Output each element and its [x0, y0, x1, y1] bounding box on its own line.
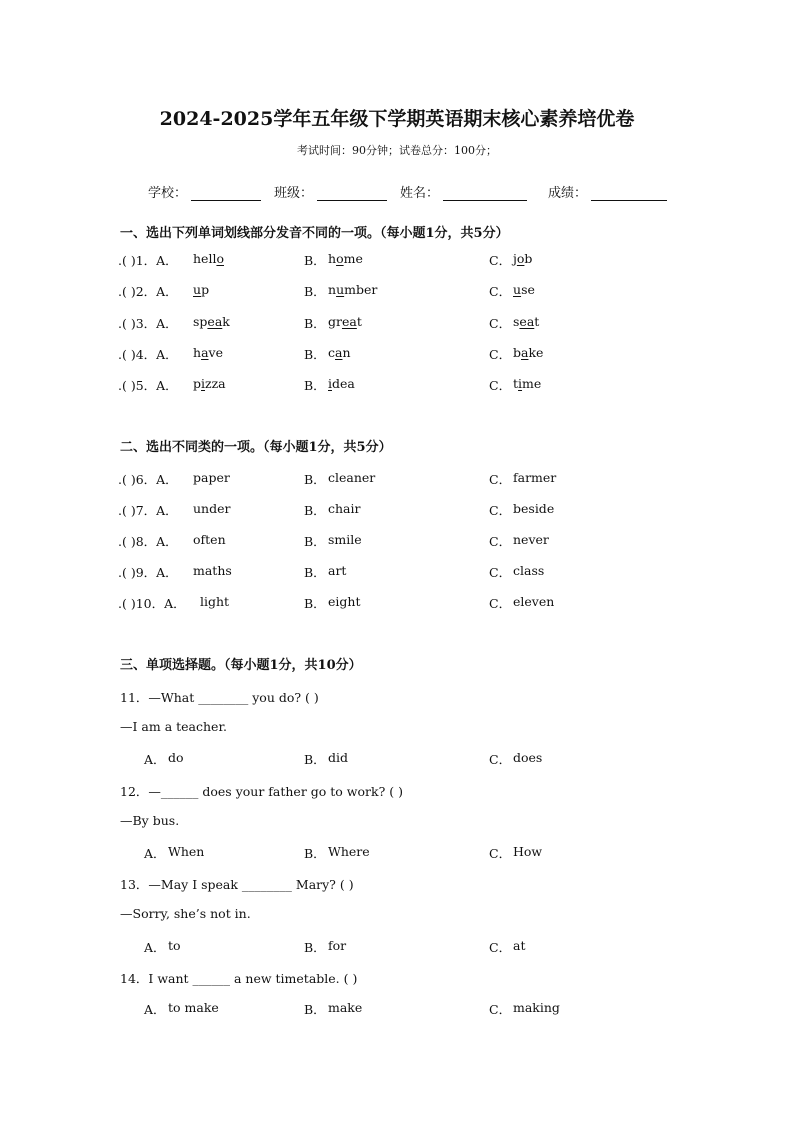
option-a: paper	[193, 470, 230, 485]
question-number: .( )7．A．	[118, 503, 178, 518]
question-number: .( )10．A．	[118, 596, 186, 611]
option-b-label: B．	[304, 503, 326, 518]
option-a: do	[168, 750, 184, 765]
option-b: chair	[328, 501, 361, 516]
question-stem: 11．—What ________ you do? ( )	[120, 690, 319, 705]
underlined-letters: ea	[341, 314, 357, 329]
underlined-letters: o	[516, 251, 525, 266]
option-c: seat	[513, 314, 540, 329]
option-a: under	[193, 501, 231, 516]
page-title: 2024-2025学年五年级下学期英语期末核心素养培优卷	[159, 108, 635, 130]
class-blank[interactable]	[317, 186, 387, 201]
option-c: How	[513, 844, 543, 859]
option-c: does	[513, 750, 543, 765]
underlined-letters: i	[518, 376, 523, 391]
option-c-label: C．	[489, 503, 512, 518]
question-number: .( )2．A．	[118, 284, 178, 299]
underlined-letters: ea	[519, 314, 535, 329]
option-c-label: C．	[489, 846, 512, 861]
option-b: for	[328, 938, 347, 953]
school-field	[148, 182, 261, 201]
class-field	[274, 182, 387, 201]
question-number: .( )4．A．	[118, 347, 178, 362]
option-b-label: B．	[304, 752, 326, 767]
class-label: 班级：	[274, 186, 314, 201]
option-b: art	[328, 563, 347, 578]
option-b: make	[328, 1000, 363, 1015]
name-blank[interactable]	[443, 186, 527, 201]
option-c-label: C．	[489, 596, 512, 611]
option-b: eight	[328, 594, 361, 609]
option-c-label: C．	[489, 752, 512, 767]
option-b-label: B．	[304, 1002, 326, 1017]
underlined-letters: a	[201, 345, 209, 360]
option-c-label: C．	[489, 1002, 512, 1017]
option-a: have	[193, 345, 223, 360]
underlined-letters: i	[201, 376, 206, 391]
option-b-label: B．	[304, 596, 326, 611]
option-c-label: C．	[489, 378, 512, 393]
option-b: great	[328, 314, 362, 329]
option-b: number	[328, 282, 378, 297]
option-c: farmer	[513, 470, 557, 485]
question-number: .( )3．A．	[118, 316, 178, 331]
option-c-label: C．	[489, 534, 512, 549]
section1-heading: 一、选出下列单词划线部分发音不同的一项。（每小题1分，共5分）	[120, 226, 509, 241]
option-b-label: B．	[304, 347, 326, 362]
option-c-label: C．	[489, 472, 512, 487]
question-stem: 12．—______ does your father go to work? ( )	[120, 784, 403, 799]
option-c-label: C．	[489, 316, 512, 331]
option-b-label: B．	[304, 378, 326, 393]
option-b: Where	[328, 844, 370, 859]
school-label: 学校：	[148, 186, 188, 201]
option-b-label: B．	[304, 534, 326, 549]
option-c: at	[513, 938, 526, 953]
question-number: .( )9．A．	[118, 565, 178, 580]
question-number: .( )8．A．	[118, 534, 178, 549]
option-c: eleven	[513, 594, 555, 609]
underlined-letters: a	[335, 345, 343, 360]
question-stem: 14．I want ______ a new timetable. ( )	[120, 971, 358, 986]
score-blank[interactable]	[591, 186, 667, 201]
option-a-label: A．	[144, 1002, 166, 1017]
option-b-label: B．	[304, 472, 326, 487]
option-a: to make	[168, 1000, 219, 1015]
option-b: can	[328, 345, 351, 360]
option-c-label: C．	[489, 940, 512, 955]
name-label: 姓名：	[400, 186, 440, 201]
question-reply: —By bus.	[120, 813, 180, 828]
score-label: 成绩：	[548, 186, 588, 201]
option-b-label: B．	[304, 846, 326, 861]
option-a: When	[168, 844, 205, 859]
question-number: .( )1．A．	[118, 253, 178, 268]
question-number: .( )6．A．	[118, 472, 178, 487]
option-b-label: B．	[304, 940, 326, 955]
option-c-label: C．	[489, 253, 512, 268]
underlined-letters: u	[513, 282, 522, 297]
option-a-label: A．	[144, 940, 166, 955]
option-b: idea	[328, 376, 355, 391]
option-b: smile	[328, 532, 362, 547]
option-b-label: B．	[304, 253, 326, 268]
question-stem: 13．—May I speak ________ Mary? ( )	[120, 877, 354, 892]
section2-heading: 二、选出不同类的一项。（每小题1分，共5分）	[120, 440, 392, 455]
option-c-label: C．	[489, 565, 512, 580]
option-a: often	[193, 532, 226, 547]
option-a-label: A．	[144, 752, 166, 767]
underlined-letters: u	[193, 282, 202, 297]
section3-heading: 三、单项选择题。（每小题1分，共10分）	[120, 658, 362, 673]
option-a: to	[168, 938, 181, 953]
underlined-letters: o	[216, 251, 224, 266]
option-a: hello	[193, 251, 224, 266]
question-number: .( )5．A．	[118, 378, 178, 393]
option-a: up	[193, 282, 210, 297]
option-c-label: C．	[489, 347, 512, 362]
option-c-label: C．	[489, 284, 512, 299]
underlined-letters: ea	[207, 314, 223, 329]
option-b-label: B．	[304, 284, 326, 299]
option-a-label: A．	[144, 846, 166, 861]
name-field	[400, 182, 527, 201]
option-a: maths	[193, 563, 232, 578]
option-a: light	[200, 594, 230, 609]
option-c: class	[513, 563, 545, 578]
underlined-letters: u	[336, 282, 345, 297]
question-reply: —Sorry, she’s not in.	[120, 906, 251, 921]
option-b: did	[328, 750, 349, 765]
question-reply: —I am a teacher.	[120, 719, 228, 734]
school-blank[interactable]	[191, 186, 261, 201]
option-c: beside	[513, 501, 555, 516]
underlined-letters: a	[521, 345, 529, 360]
option-c: making	[513, 1000, 560, 1015]
option-a: speak	[193, 314, 230, 329]
option-c: bake	[513, 345, 544, 360]
underlined-letters: o	[336, 251, 344, 266]
exam-subtitle: 考试时间：90分钟；试卷总分：100分；	[297, 144, 497, 157]
score-field	[548, 182, 667, 201]
option-a: pizza	[193, 376, 226, 391]
option-c: job	[513, 251, 533, 266]
option-b: cleaner	[328, 470, 376, 485]
option-c: never	[513, 532, 549, 547]
option-b-label: B．	[304, 316, 326, 331]
option-c: use	[513, 282, 535, 297]
option-c: time	[513, 376, 542, 391]
option-b-label: B．	[304, 565, 326, 580]
underlined-letters: i	[328, 376, 332, 391]
option-b: home	[328, 251, 363, 266]
